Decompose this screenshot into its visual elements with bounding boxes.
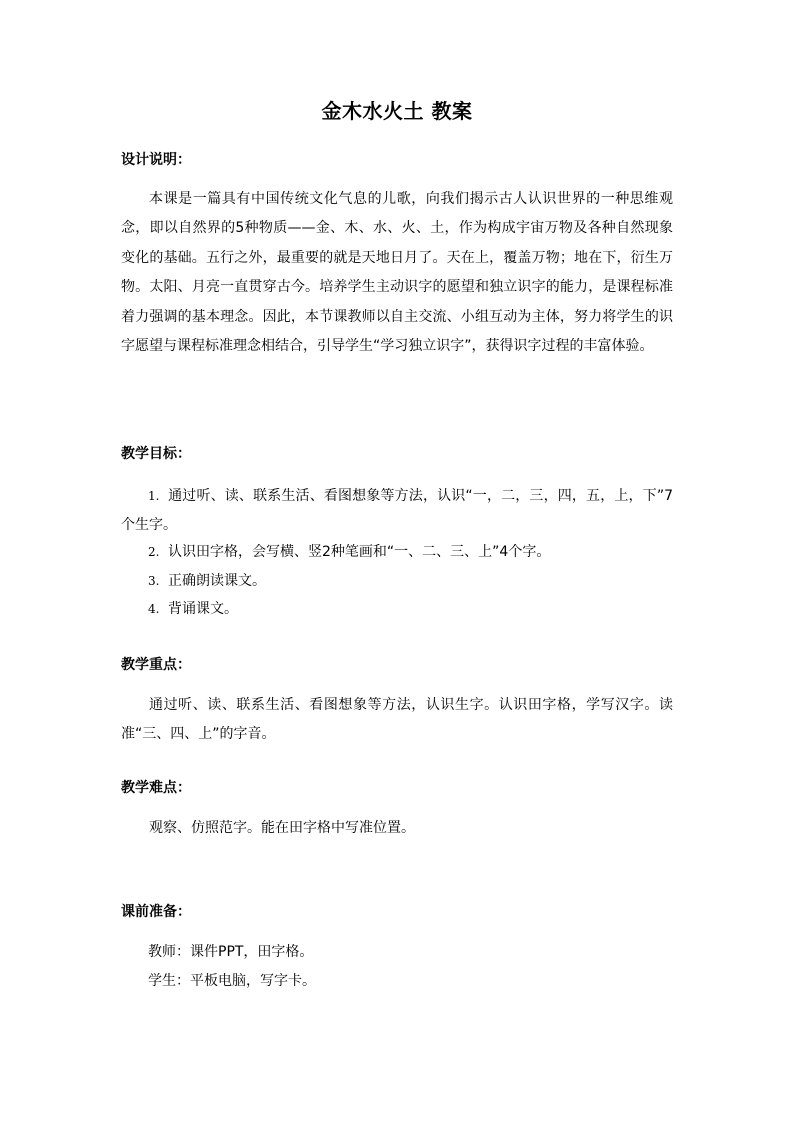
goal-item-2 bbox=[121, 538, 673, 567]
difficulties-body: 观察、仿照范字。能在田字格中写准位置。 bbox=[149, 820, 415, 836]
goals-heading: 教学目标： bbox=[121, 446, 191, 462]
goal-number: 3. bbox=[148, 574, 160, 588]
goal-text: 背诵课文。 bbox=[168, 601, 238, 617]
difficulties-heading: 教学难点： bbox=[121, 780, 191, 796]
goal-item-4 bbox=[121, 595, 673, 624]
preparation-teacher: 教师：课件PPT，田字格。 bbox=[148, 944, 314, 960]
goal-number: 4. bbox=[148, 602, 160, 616]
goal-item-3 bbox=[121, 567, 673, 596]
goal-text: 正确朗读课文。 bbox=[168, 573, 266, 589]
design-paragraph bbox=[121, 185, 673, 361]
preparation-heading: 课前准备： bbox=[121, 904, 191, 920]
goal-text: 认识田字格，会写横、竖2种笔画和“一、二、三、上”4个字。 bbox=[168, 544, 551, 560]
goal-number: 1. bbox=[148, 489, 160, 503]
goal-item-1 bbox=[121, 482, 673, 540]
key-points-heading: 教学重点： bbox=[121, 657, 191, 673]
design-body: 本课是一篇具有中国传统文化气息的儿歌，向我们揭示古人认识世界的一种思维观念，即以自然界的5种物质——金、木、水、火、土，作为构成宇宙万物及各种自然现象变化的基础。五行之外，最重要的就是天地日月了。天在上，覆盖万物；地在下，衍生万物。太阳、月亮一直贯穿古今。培养学生主动识字的愿望和独立识字的能力，是课程标准着力强调的基本理念。因此，本节课教师以自主交流、小组互动为主体，努力将学生的识字愿望与课程标准理念相结合，引导学生“学习独立识字”，获得识字过程的丰富体验。 bbox=[121, 191, 673, 355]
design-heading: 设计说明： bbox=[121, 152, 191, 168]
difficulties-paragraph bbox=[121, 814, 673, 843]
key-points-body: 通过听、读、联系生活、看图想象等方法，认识生字。认识田字格，学写汉字。读准“三、四、上”的字音。 bbox=[121, 697, 673, 743]
document-title: 金木水火土 教案 bbox=[321, 99, 473, 123]
key-points-paragraph bbox=[121, 691, 673, 750]
goal-text: 通过听、读、联系生活、看图想象等方法，认识“一，二，三，四，五，上，下”7个生字。 bbox=[121, 488, 673, 533]
goal-number: 2. bbox=[148, 545, 160, 559]
preparation-student: 学生：平板电脑，写字卡。 bbox=[148, 973, 316, 989]
